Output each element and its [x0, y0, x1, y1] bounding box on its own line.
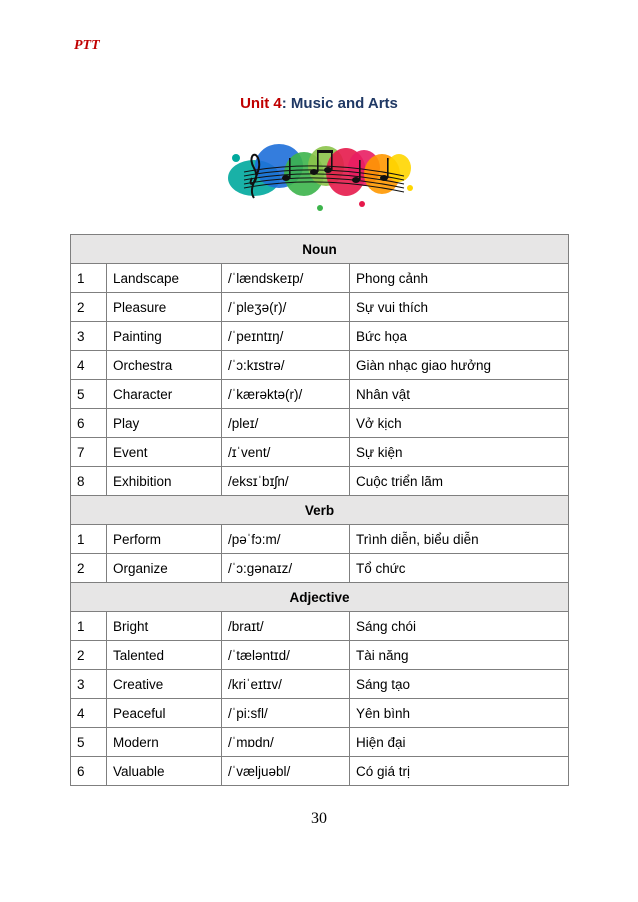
- table-row: [71, 670, 569, 699]
- cell-num: 1: [71, 525, 107, 554]
- cell-ipa: /ˈɔ:kɪstrə/: [222, 351, 350, 380]
- table-row: [71, 380, 569, 409]
- cell-word: Exhibition: [107, 467, 222, 496]
- table-row: [71, 467, 569, 496]
- cell-word: Painting: [107, 322, 222, 351]
- cell-meaning: Hiện đại: [350, 728, 569, 757]
- vocabulary-table: [70, 234, 569, 786]
- page-title: [0, 95, 638, 112]
- cell-num: 6: [71, 409, 107, 438]
- cell-meaning: Sáng tạo: [350, 670, 569, 699]
- cell-num: 4: [71, 699, 107, 728]
- cell-ipa: /braɪt/: [222, 612, 350, 641]
- cell-word: Pleasure: [107, 293, 222, 322]
- cell-meaning: Vở kịch: [350, 409, 569, 438]
- table-row: [71, 525, 569, 554]
- cell-ipa: /ˈtæləntɪd/: [222, 641, 350, 670]
- table-row: [71, 264, 569, 293]
- cell-meaning: Cuộc triển lãm: [350, 467, 569, 496]
- table-row: [71, 409, 569, 438]
- cell-word: Orchestra: [107, 351, 222, 380]
- cell-meaning: Yên bình: [350, 699, 569, 728]
- cell-ipa: /pleɪ/: [222, 409, 350, 438]
- section-heading: Verb: [71, 496, 569, 525]
- cell-word: Organize: [107, 554, 222, 583]
- cell-num: 1: [71, 264, 107, 293]
- cell-word: Character: [107, 380, 222, 409]
- table-row: [71, 438, 569, 467]
- table-row: [71, 757, 569, 786]
- section-header-row: [71, 235, 569, 264]
- cell-meaning: Giàn nhạc giao hưởng: [350, 351, 569, 380]
- cell-ipa: /ˈpleʒə(r)/: [222, 293, 350, 322]
- cell-ipa: /eksɪˈbɪʃn/: [222, 467, 350, 496]
- cell-num: 1: [71, 612, 107, 641]
- section-header-row: [71, 583, 569, 612]
- cell-word: Landscape: [107, 264, 222, 293]
- cell-meaning: Tổ chức: [350, 554, 569, 583]
- cell-ipa: /ˈvæljuəbl/: [222, 757, 350, 786]
- cell-num: 4: [71, 351, 107, 380]
- section-header-row: [71, 496, 569, 525]
- title-unit: Unit 4: [240, 95, 282, 112]
- table-row: [71, 554, 569, 583]
- cell-meaning: Sự kiện: [350, 438, 569, 467]
- cell-num: 7: [71, 438, 107, 467]
- table-row: [71, 293, 569, 322]
- cell-word: Bright: [107, 612, 222, 641]
- cell-meaning: Sáng chói: [350, 612, 569, 641]
- cell-ipa: /pəˈfɔ:m/: [222, 525, 350, 554]
- table-row: [71, 641, 569, 670]
- cell-num: 5: [71, 380, 107, 409]
- cell-word: Event: [107, 438, 222, 467]
- cell-ipa: /ˈpi:sfl/: [222, 699, 350, 728]
- cell-ipa: /ˈkærəktə(r)/: [222, 380, 350, 409]
- music-splash-illustration: [224, 128, 414, 212]
- cell-word: Talented: [107, 641, 222, 670]
- cell-word: Play: [107, 409, 222, 438]
- table-row: [71, 612, 569, 641]
- cell-ipa: /ɪˈvent/: [222, 438, 350, 467]
- table-row: [71, 351, 569, 380]
- cell-word: Perform: [107, 525, 222, 554]
- cell-ipa: /kriˈeɪtɪv/: [222, 670, 350, 699]
- section-heading: Adjective: [71, 583, 569, 612]
- cell-word: Creative: [107, 670, 222, 699]
- cell-num: 2: [71, 641, 107, 670]
- cell-ipa: /ˈmɒdn/: [222, 728, 350, 757]
- page-number: 30: [311, 810, 327, 827]
- cell-ipa: /ˈpeɪntɪŋ/: [222, 322, 350, 351]
- cell-num: 8: [71, 467, 107, 496]
- cell-word: Valuable: [107, 757, 222, 786]
- section-heading: Noun: [71, 235, 569, 264]
- cell-meaning: Nhân vật: [350, 380, 569, 409]
- cell-word: Peaceful: [107, 699, 222, 728]
- cell-meaning: Phong cảnh: [350, 264, 569, 293]
- cell-ipa: /ˈlændskeɪp/: [222, 264, 350, 293]
- cell-num: 5: [71, 728, 107, 757]
- cell-num: 3: [71, 322, 107, 351]
- cell-ipa: /ˈɔ:gənaɪz/: [222, 554, 350, 583]
- cell-meaning: Trình diễn, biểu diễn: [350, 525, 569, 554]
- table-row: [71, 728, 569, 757]
- cell-meaning: Bức họa: [350, 322, 569, 351]
- cell-word: Modern: [107, 728, 222, 757]
- cell-num: 2: [71, 554, 107, 583]
- cell-meaning: Có giá trị: [350, 757, 569, 786]
- table-row: [71, 699, 569, 728]
- page-header: PTT: [74, 38, 100, 53]
- title-topic: : Music and Arts: [281, 95, 398, 112]
- cell-meaning: Tài năng: [350, 641, 569, 670]
- cell-num: 3: [71, 670, 107, 699]
- cell-num: 6: [71, 757, 107, 786]
- cell-num: 2: [71, 293, 107, 322]
- cell-meaning: Sự vui thích: [350, 293, 569, 322]
- table-row: [71, 322, 569, 351]
